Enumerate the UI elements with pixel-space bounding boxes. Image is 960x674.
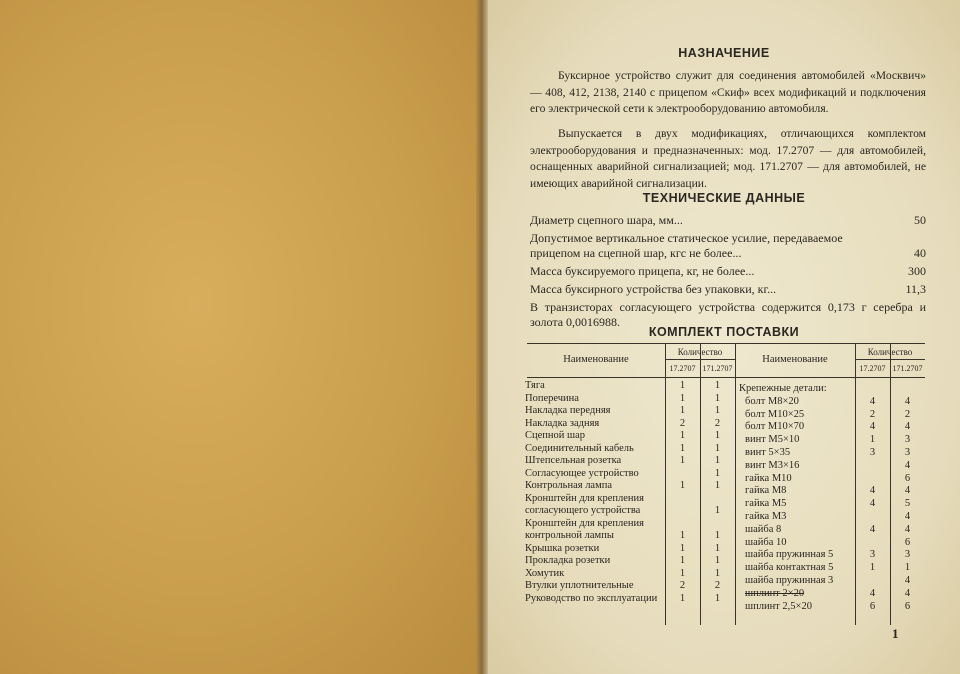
table-row xyxy=(525,543,735,556)
item-name: Сцепной шар xyxy=(525,430,586,441)
item-qty-17-2707: 1 xyxy=(679,555,686,566)
kit-left-rows xyxy=(525,380,735,605)
item-qty-171-2707: 4 xyxy=(904,510,911,522)
item-qty-171-2707: 1 xyxy=(904,562,911,574)
item-name: винт М5×10 xyxy=(745,434,800,446)
item-qty-17-2707: 1 xyxy=(679,442,686,454)
item-name: Согласующее устройство xyxy=(525,467,639,479)
item-qty-17-2707: 4 xyxy=(869,485,876,497)
col-qty-right: Количество xyxy=(867,347,913,357)
item-qty-17-2707: 4 xyxy=(869,395,876,407)
spec-label: Масса буксирного устройства без упаковки, кг... xyxy=(530,282,777,296)
item-qty-171-2707: 1 xyxy=(714,442,721,454)
item-name: Крышка розетки xyxy=(525,542,600,554)
item-name: болт М10×70 xyxy=(745,421,805,433)
item-name: Накладка передняя xyxy=(525,405,611,416)
spec-note: В транзисторах согласующего устройства содержится 0,173 г серебра и золота 0,0016988. xyxy=(530,300,926,329)
table-row xyxy=(739,409,925,422)
table-row xyxy=(739,485,925,498)
table-row xyxy=(525,493,735,518)
item-qty-171-2707: 1 xyxy=(714,505,721,516)
purpose-paragraph-1: Буксирное устройство служит для соединения автомобилей «Москвич» — 408, 412, 2138, 2140 с прицепом «Скиф» всех модификаций и подключения его электрической сети к электрооборудованию автомобиля. xyxy=(530,69,926,115)
table-row xyxy=(525,405,735,418)
item-qty-17-2707: 2 xyxy=(679,417,686,429)
item-qty-171-2707: 1 xyxy=(714,592,721,604)
item-qty-171-2707: 4 xyxy=(904,395,911,407)
col-mod1-right: 17.2707 xyxy=(859,364,886,373)
item-name: шайба пружинная 3 xyxy=(745,574,834,586)
item-qty-17-2707: 1 xyxy=(869,562,876,574)
table-row xyxy=(739,473,925,486)
tech-specs xyxy=(530,213,926,330)
item-qty-17-2707: 2 xyxy=(679,580,686,591)
item-name: болт М10×25 xyxy=(745,408,805,420)
page-number: 1 xyxy=(892,626,899,641)
table-row xyxy=(525,580,735,593)
item-name: Штепсельная розетка xyxy=(525,455,622,466)
item-qty-171-2707: 6 xyxy=(904,536,911,548)
spec-label: Допустимое вертикальное статическое усилие, передаваемое прицепом на сцепной шар, кгс не более... xyxy=(530,231,843,260)
fasteners-header: Крепежные детали: xyxy=(739,383,827,394)
item-qty-171-2707: 4 xyxy=(904,421,911,433)
item-qty-17-2707: 3 xyxy=(869,549,876,561)
item-name: шплинт 2×20 xyxy=(745,587,805,599)
table-row xyxy=(525,430,735,443)
table-row xyxy=(525,393,735,406)
kit-right-rows xyxy=(739,383,925,613)
item-qty-171-2707: 6 xyxy=(904,472,911,484)
table-row xyxy=(525,568,735,581)
col-name-left: Наименование xyxy=(563,354,629,365)
table-row xyxy=(739,524,925,537)
table-row xyxy=(739,562,925,575)
item-qty-171-2707: 4 xyxy=(904,574,911,586)
table-row xyxy=(739,421,925,434)
item-name: гайка М5 xyxy=(745,498,787,510)
spec-row xyxy=(530,213,926,228)
item-qty-171-2707: 3 xyxy=(904,434,911,446)
item-qty-171-2707: 1 xyxy=(714,430,721,441)
item-qty-171-2707: 5 xyxy=(904,498,911,510)
item-qty-17-2707: 1 xyxy=(679,542,686,554)
item-qty-171-2707: 4 xyxy=(904,485,911,497)
item-qty-171-2707: 6 xyxy=(904,600,911,612)
item-qty-171-2707: 4 xyxy=(904,459,911,471)
spec-label: Масса буксируемого прицепа, кг, не более... xyxy=(530,264,755,278)
item-qty-17-2707: 3 xyxy=(869,446,876,458)
item-name: болт М8×20 xyxy=(745,395,799,407)
table-row xyxy=(739,498,925,511)
table-row xyxy=(525,468,735,481)
item-name: гайка М8 xyxy=(745,485,787,497)
item-qty-171-2707: 1 xyxy=(714,542,721,554)
item-qty-17-2707: 1 xyxy=(679,567,686,579)
table-row xyxy=(739,396,925,409)
item-qty-17-2707: 6 xyxy=(869,600,876,612)
item-qty-17-2707: 4 xyxy=(869,523,876,535)
table-row xyxy=(525,480,735,493)
spec-value: 50 xyxy=(914,213,926,227)
item-qty-171-2707: 3 xyxy=(904,446,911,458)
table-row xyxy=(739,588,925,601)
item-qty-17-2707: 1 xyxy=(679,530,686,541)
table-row xyxy=(739,549,925,562)
purpose-paragraph-2: Выпускается в двух модификациях, отличающихся комплектом электрооборудования и предназначенных: мод. 17.2707 — для автомобилей, оснащенных аварийной сигнализацией; мод. 171.2707 — для автомобилей, не имеющих аварийной сигнализации. xyxy=(530,127,926,190)
col-mod2-right: 171.2707 xyxy=(892,364,923,373)
item-qty-17-2707: 1 xyxy=(679,405,686,416)
table-row xyxy=(525,380,735,393)
col-mod2-left: 171.2707 xyxy=(702,364,733,373)
item-name: шайба контактная 5 xyxy=(745,562,834,574)
item-name: шплинт 2,5×20 xyxy=(745,600,812,612)
item-name: Кронштейн для крепления согласующего устройства xyxy=(525,492,644,516)
table-row xyxy=(525,555,735,568)
item-name: гайка М10 xyxy=(745,472,792,484)
kit-table xyxy=(527,343,925,625)
item-qty-17-2707: 1 xyxy=(679,592,686,604)
item-name: Тяга xyxy=(525,380,545,391)
table-row xyxy=(739,601,925,614)
item-qty-17-2707: 1 xyxy=(869,434,876,446)
item-name: шайба 8 xyxy=(745,523,782,535)
table-row xyxy=(739,511,925,524)
item-name: шайба 10 xyxy=(745,536,787,548)
item-name: Кронштейн для крепления контрольной лампы xyxy=(525,517,644,541)
item-qty-171-2707: 1 xyxy=(714,480,721,491)
item-qty-171-2707: 2 xyxy=(714,580,721,591)
tech-heading: ТЕХНИЧЕСКИЕ ДАННЫЕ xyxy=(642,191,806,205)
item-qty-171-2707: 1 xyxy=(714,405,721,416)
item-qty-171-2707: 1 xyxy=(714,380,721,391)
item-name: Контрольная лампа xyxy=(525,480,613,491)
item-name: Хомутик xyxy=(525,567,565,579)
table-row xyxy=(739,460,925,473)
kit-heading: КОМПЛЕКТ ПОСТАВКИ xyxy=(648,325,800,339)
table-row xyxy=(525,443,735,456)
table-row xyxy=(739,537,925,550)
item-name: шайба пружинная 5 xyxy=(745,549,834,561)
item-name: винт М3×16 xyxy=(745,459,800,471)
table-row xyxy=(739,434,925,447)
item-qty-17-2707: 1 xyxy=(679,430,686,441)
item-name: гайка М3 xyxy=(745,510,787,522)
item-qty-171-2707: 1 xyxy=(714,467,721,479)
item-qty-171-2707: 4 xyxy=(904,587,911,599)
spec-value: 11,3 xyxy=(905,282,926,296)
item-name: Накладка задняя xyxy=(525,417,600,429)
spec-row xyxy=(530,264,926,279)
col-name-right: Наименование xyxy=(762,354,828,365)
table-row xyxy=(525,455,735,468)
item-qty-17-2707: 4 xyxy=(869,421,876,433)
item-qty-17-2707: 1 xyxy=(679,455,686,466)
item-qty-171-2707: 3 xyxy=(904,549,911,561)
item-qty-171-2707: 1 xyxy=(714,567,721,579)
item-qty-17-2707: 1 xyxy=(679,392,686,404)
col-mod1-left: 17.2707 xyxy=(669,364,696,373)
table-row xyxy=(525,593,735,606)
item-qty-17-2707: 4 xyxy=(869,587,876,599)
item-name: Соединительный кабель xyxy=(525,442,634,454)
right-page xyxy=(488,0,960,674)
item-qty-171-2707: 1 xyxy=(714,530,721,541)
item-qty-17-2707: 1 xyxy=(679,380,686,391)
item-qty-171-2707: 1 xyxy=(714,455,721,466)
table-row xyxy=(525,418,735,431)
spec-row xyxy=(530,231,926,261)
item-qty-17-2707: 2 xyxy=(869,408,876,420)
item-name: Прокладка розетки xyxy=(525,555,611,566)
item-name: Поперечина xyxy=(525,392,579,404)
item-qty-171-2707: 4 xyxy=(904,523,911,535)
table-row xyxy=(739,447,925,460)
item-qty-171-2707: 1 xyxy=(714,555,721,566)
spec-value: 40 xyxy=(914,246,926,260)
item-qty-17-2707: 1 xyxy=(679,480,686,491)
item-name: винт 5×35 xyxy=(745,446,791,458)
item-qty-171-2707: 2 xyxy=(714,417,721,429)
spec-value: 300 xyxy=(908,264,926,278)
item-name: Руководство по эксплуатации xyxy=(525,592,658,604)
col-qty-left: Количество xyxy=(677,347,723,357)
spec-label: Диаметр сцепного шара, мм... xyxy=(530,213,683,227)
table-row xyxy=(525,518,735,543)
item-qty-17-2707: 4 xyxy=(869,498,876,510)
purpose-heading: НАЗНАЧЕНИЕ xyxy=(678,46,770,60)
item-name: Втулки уплотнительные xyxy=(525,580,634,591)
table-row xyxy=(739,575,925,588)
item-qty-171-2707: 2 xyxy=(904,408,911,420)
item-qty-171-2707: 1 xyxy=(714,392,721,404)
spec-row xyxy=(530,282,926,297)
